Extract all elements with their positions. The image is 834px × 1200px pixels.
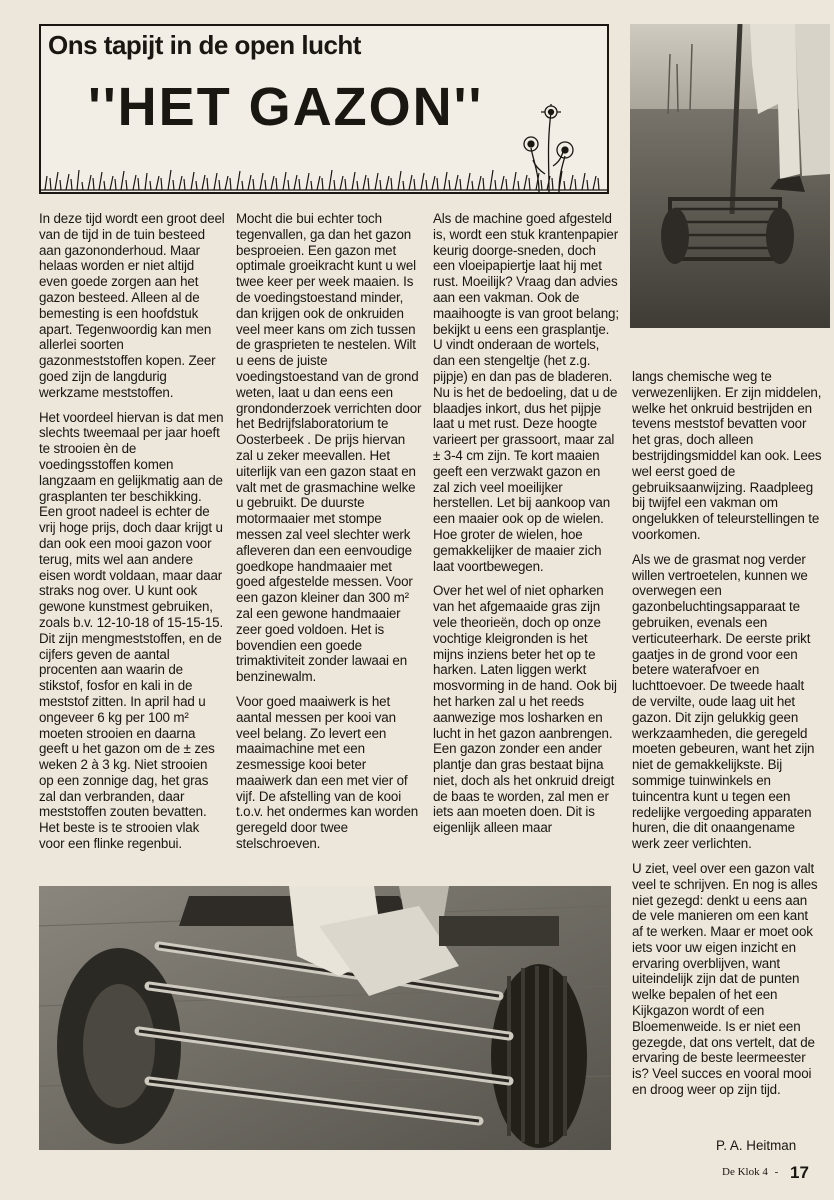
photo-hand-mower: [39, 886, 611, 1150]
paragraph: Het voordeel hiervan is dat men slechts tweemaal per jaar hoeft te strooien èn de voedingsstoffen komen langzaam en gelijkmatig aan de grasplanten ter beschikking. Een groot nadeel is echter de vrij hoge prijs, doch daar krijgt u dan ook een mooi gazon voor terug, mits wel aan andere eisen wordt voldaan, maar daar straks nog over. U kunt ook gewone kunstmest gebruiken, zoals b.v. 12-10-18 of 15-15-15. Dit zijn mengmeststoffen, en de cijfers geven de aantal procenten aan waarin de stikstof, fosfor en kali in de meststof zitten. In april had u ongeveer 6 kg per 100 m² moeten strooien en daarna geeft u het gazon om de ± zes weken 2 à 3 kg. Niet strooien op een zonnige dag, het gras zal dan verbranden, daar meststoffen zouten bevatten. Het beste is te strooien vlak voor een flinke regenbui.: [39, 409, 224, 852]
author-byline: P. A. Heitman: [716, 1138, 797, 1153]
paragraph: In deze tijd wordt een groot deel van de tijd in de tuin besteed aan gazononderhoud. Maar helaas worden er niet altijd even goede zorgen aan het gazon besteed. Alleen al de bemesting is een hoofdstuk apart. Tegenwoordig kan men allerlei soorten gazonmeststoffen kopen. Zeer goed zijn de langdurig werkzame meststoffen.: [39, 211, 225, 400]
page-number: 17: [790, 1163, 809, 1182]
magazine-name: De Klok 4: [722, 1166, 768, 1178]
paragraph: Mocht die bui echter toch tegenvallen, ga dan het gazon besproeien. Een gazon met optimale groeikracht kunt u wel twee keer per week maaien. Is de voedingstoestand minder, dan krijgen ook de onkruiden veel meer kans om zich tussen de grasprieten te nestelen. Wilt u eens de juiste voedingstoestand van de grond weten, laat u dan eens een grondonderzoek verrichten door het Bedrijfslaboratorium te Oosterbeek . De prijs hiervan zal u zeker meevallen. Het uiterlijk van een gazon staat en valt met de grasmachine welke u gebruikt. De duurste motormaaier met stompe messen zal veel slechter werk afleveren dan een eenvoudige goedkope handmaaier met goed afgestelde messen. Voor een gazon kleiner dan 300 m² zal een gewone handmaaier zeer goed voldoen. Het is bovendien een goede trimaktiviteit zonder lawaai en benzinewalm.: [236, 211, 422, 685]
paragraph: langs chemische weg te verwezenlijken. Er zijn middelen, welke het onkruid bestrijden en tevens meststof bevatten voor het gras, doch alleen bestrijdingsmiddel kan ook. Lees wel eerst goed de gebruiksaanwijzing. Raadpleeg bij twijfel een vakman om ongelukken of teleurstellingen te voorkomen.: [632, 369, 822, 542]
paragraph: Als we de grasmat nog verder willen vertroetelen, kunnen we overwegen een gazonbeluchtingsapparaat te gebruiken, evenals een verticuteerhark. De eerste prikt gaatjes in de grond voor een betere waterafvoer en luchttoevoer. De tweede haalt de vervilte, oude laag uit het gazon. Dit zijn gelukkig geen werkzaamheden, die geregeld moeten gebeuren, want het zijn niet de gemakkelijkste. Bij sommige tuinwinkels en tuincentra kunt u tegen een redelijke vergoeding apparaten huren, die dit onaangename werk zeer verlichten.: [632, 551, 815, 852]
paragraph: U ziet, veel over een gazon valt veel te schrijven. En nog is alles niet gezegd: denkt u eens aan de vele manieren om een kant af te werken. Maar er moet ook iets voor uw eigen inzicht en ervaring overblijven, want uiteindelijk zijn dat de punten welke bepalen of het een Kijkgazon wordt of een Bloemenweide. Is er niet een gezegde, dat ons vertelt, dat de ervaring de beste leermeester is? Veel succes en vooral mooi en droog weer op zijn tijd.: [632, 860, 818, 1098]
paragraph: Over het wel of niet opharken van het afgemaaide gras zijn vele theorieën, doch op onze vochtige kleigronden is het mijns inziens beter het op te harken. Laten liggen werkt mosvorming in de hand. Ook bij het harken zal u het reeds aanwezige mos losharken en lucht in het gazon aanbrengen. Een gazon zonder een ander plantje dan gras bestaat bijna niet, doch als het onkruid dreigt de baas te worden, zal men er iets aan moeten doen. Dit is eigenlijk alleen maar: [433, 583, 617, 836]
text-column-1: [39, 211, 225, 861]
flower-illustration: [519, 104, 589, 194]
photo-aerator: [630, 24, 830, 328]
article-title: ''HET GAZON'': [88, 77, 484, 137]
paragraph: Als de machine goed afgesteld is, wordt een stuk krantenpapier keurig doorge-sneden, doch een vloeipapiertje laat hij met rust. Moeilijk? Vraag dan advies aan een vakman. Ook de maaihoogte is van groot belang; bekijkt u eens een grasplantje. U vindt onderaan de wortels, dan een stengeltje (het z.g. pijpje) en dan pas de bladeren. Nu is het de bedoeling, dat u de blaadjes inkort, dus het pijpje laat u met rust. Deze hoogte varieert per grassoort, maar zal ± 3-4 cm zijn. Te kort maaien geeft een verzwakt gazon en zal zich veel moeilijker herstellen. Let bij aankoop van een maaier ook op de wielen. Hoe groter de wielen, hoe gemakkelijker de maaier zich laat voortbewegen.: [433, 211, 619, 574]
footer-separator: -: [774, 1166, 779, 1178]
text-column-4: [632, 369, 822, 1107]
article-subtitle: Ons tapijt in de open lucht: [48, 30, 361, 60]
text-column-3: [433, 211, 619, 845]
footer-magazine: [722, 1166, 778, 1178]
paragraph: Voor goed maaiwerk is het aantal messen per kooi van veel belang. Zo levert een maaimachine met een zesmessige kooi beter maaiwerk dan een met vier of vijf. De afstelling van de kooi t.o.v. het ondermes kan worden geregeld door twee stelschroeven.: [236, 693, 419, 852]
text-column-2: [236, 211, 422, 861]
